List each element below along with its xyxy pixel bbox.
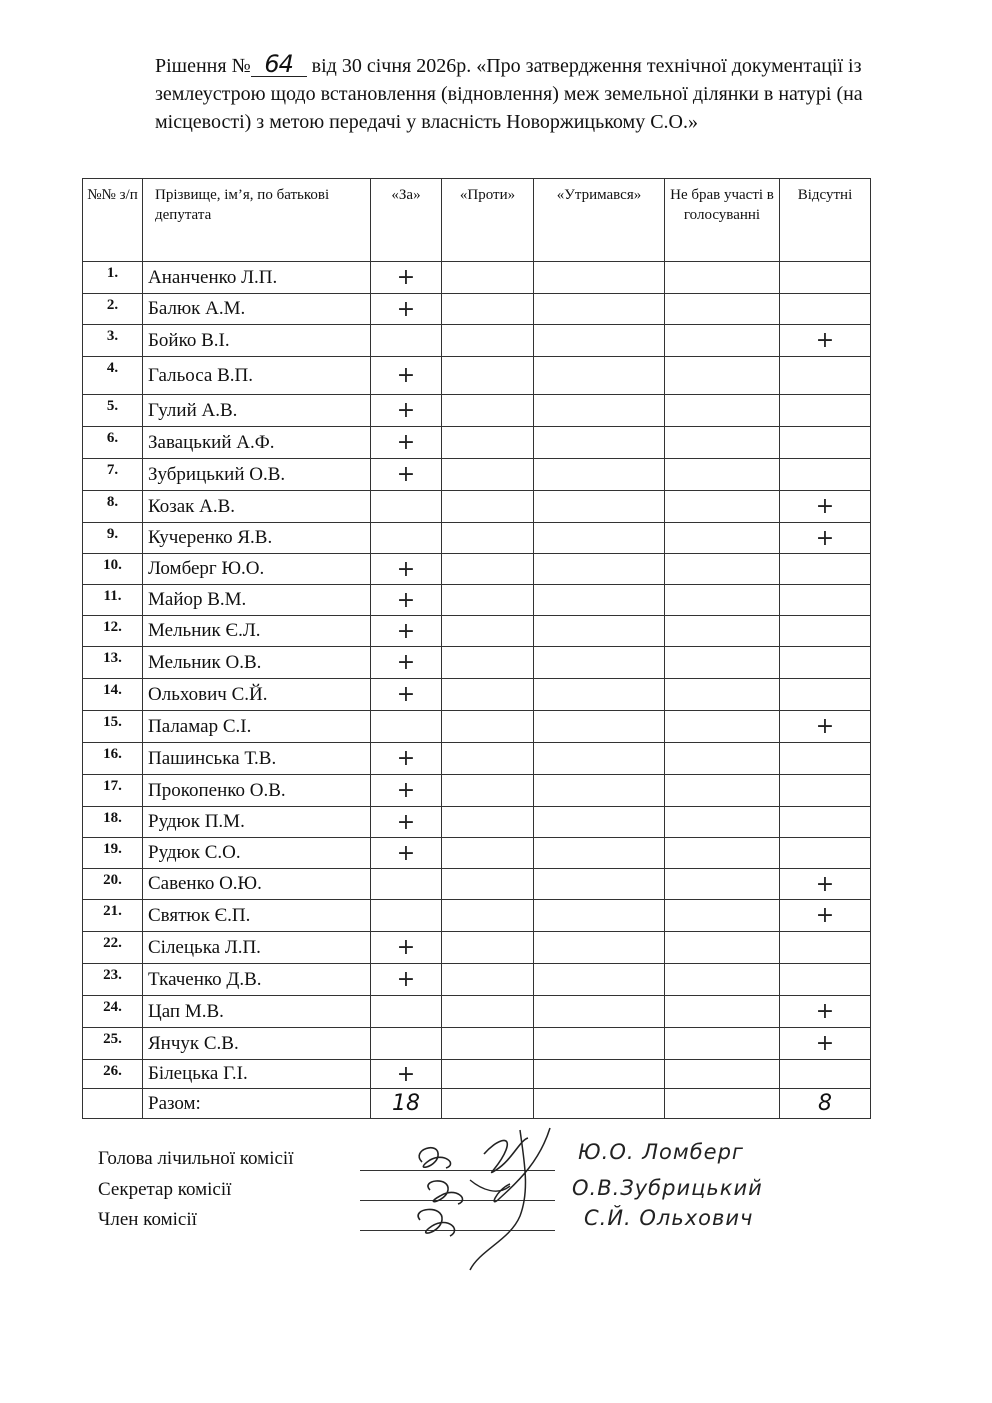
total-row	[83, 1089, 871, 1119]
vote-cell-for: +	[371, 585, 442, 616]
vote-cell-absent	[780, 932, 871, 964]
table-row	[83, 743, 871, 775]
vote-cell-not-voted	[665, 807, 780, 838]
vote-cell-abstain	[534, 775, 665, 807]
vote-cell-for: +	[371, 1060, 442, 1089]
row-number: 24.	[83, 996, 143, 1028]
vote-cell-for: +	[371, 427, 442, 459]
vote-cell-against	[442, 427, 534, 459]
table-row	[83, 807, 871, 838]
vote-cell-not-voted	[665, 554, 780, 585]
vote-cell-not-voted	[665, 996, 780, 1028]
total-label: Разом:	[143, 1089, 371, 1119]
vote-cell-against	[442, 711, 534, 743]
vote-cell-for: +	[371, 679, 442, 711]
secretary-label: Секретар комісії	[98, 1179, 232, 1200]
vote-cell-absent	[780, 459, 871, 491]
vote-cell-not-voted	[665, 357, 780, 395]
table-row	[83, 996, 871, 1028]
vote-cell-absent	[780, 294, 871, 325]
voting-table-body	[83, 262, 871, 1089]
chair-name: Ю.О. Ломберг	[578, 1140, 744, 1164]
table-row	[83, 1028, 871, 1060]
vote-cell-for	[371, 869, 442, 900]
vote-cell-absent	[780, 427, 871, 459]
row-number: 13.	[83, 647, 143, 679]
row-number: 1.	[83, 262, 143, 294]
table-row	[83, 491, 871, 523]
deputy-name: Ананченко Л.П.	[143, 262, 371, 294]
vote-cell-abstain	[534, 523, 665, 554]
vote-cell-for: +	[371, 807, 442, 838]
deputy-name: Майор В.М.	[143, 585, 371, 616]
vote-cell-against	[442, 743, 534, 775]
table-row	[83, 647, 871, 679]
deputy-name: Прокопенко О.В.	[143, 775, 371, 807]
vote-cell-against	[442, 964, 534, 996]
vote-cell-abstain	[534, 711, 665, 743]
decision-text: від 30 січня 2026р. «Про затвердження технічної документації із землеустрою щодо встановлення (відновлення) меж земельної ділянки в натурі (на місцевості) з метою передачі у власність Новоржицькому С.О.»	[155, 55, 863, 133]
vote-cell-not-voted	[665, 711, 780, 743]
vote-cell-abstain	[534, 262, 665, 294]
deputy-name: Рудюк П.М.	[143, 807, 371, 838]
vote-cell-abstain	[534, 647, 665, 679]
vote-cell-against	[442, 1060, 534, 1089]
table-row	[83, 554, 871, 585]
vote-cell-against	[442, 807, 534, 838]
vote-cell-abstain	[534, 996, 665, 1028]
vote-cell-for: +	[371, 616, 442, 647]
vote-cell-not-voted	[665, 616, 780, 647]
header-against: «Проти»	[442, 179, 534, 262]
table-row	[83, 838, 871, 869]
vote-cell-absent	[780, 357, 871, 395]
row-number: 21.	[83, 900, 143, 932]
vote-cell-against	[442, 900, 534, 932]
table-row	[83, 262, 871, 294]
vote-cell-not-voted	[665, 1028, 780, 1060]
vote-cell-abstain	[534, 491, 665, 523]
vote-cell-absent	[780, 585, 871, 616]
vote-cell-not-voted	[665, 427, 780, 459]
table-row	[83, 585, 871, 616]
vote-cell-absent	[780, 775, 871, 807]
table-row	[83, 869, 871, 900]
row-number: 3.	[83, 325, 143, 357]
member-label: Член комісії	[98, 1209, 197, 1230]
vote-cell-abstain	[534, 869, 665, 900]
deputy-name: Бойко В.І.	[143, 325, 371, 357]
vote-cell-for	[371, 711, 442, 743]
vote-cell-absent: +	[780, 900, 871, 932]
vote-cell-not-voted	[665, 647, 780, 679]
vote-cell-abstain	[534, 459, 665, 491]
deputy-name: Мельник О.В.	[143, 647, 371, 679]
vote-cell-against	[442, 647, 534, 679]
vote-cell-absent: +	[780, 869, 871, 900]
vote-cell-against	[442, 325, 534, 357]
table-row	[83, 900, 871, 932]
vote-cell-absent: +	[780, 711, 871, 743]
deputy-name: Паламар С.І.	[143, 711, 371, 743]
header-for: «За»	[371, 179, 442, 262]
vote-cell-abstain	[534, 554, 665, 585]
vote-cell-not-voted	[665, 743, 780, 775]
deputy-name: Зубрицький О.В.	[143, 459, 371, 491]
vote-cell-for: +	[371, 775, 442, 807]
row-number: 11.	[83, 585, 143, 616]
vote-cell-abstain	[534, 294, 665, 325]
table-row	[83, 775, 871, 807]
deputy-name: Святюк Є.П.	[143, 900, 371, 932]
vote-cell-not-voted	[665, 395, 780, 427]
vote-cell-abstain	[534, 427, 665, 459]
vote-cell-for: +	[371, 459, 442, 491]
vote-cell-against	[442, 838, 534, 869]
vote-cell-absent	[780, 1060, 871, 1089]
table-row	[83, 616, 871, 647]
vote-cell-absent	[780, 262, 871, 294]
vote-cell-not-voted	[665, 900, 780, 932]
row-number: 2.	[83, 294, 143, 325]
voting-table	[82, 178, 871, 1119]
deputy-name: Янчук С.В.	[143, 1028, 371, 1060]
table-row	[83, 964, 871, 996]
deputy-name: Гальоса В.П.	[143, 357, 371, 395]
vote-cell-abstain	[534, 807, 665, 838]
vote-cell-abstain	[534, 1060, 665, 1089]
vote-cell-abstain	[534, 616, 665, 647]
vote-cell-absent	[780, 554, 871, 585]
deputy-name: Гулий А.В.	[143, 395, 371, 427]
row-number: 17.	[83, 775, 143, 807]
vote-cell-abstain	[534, 900, 665, 932]
row-number: 14.	[83, 679, 143, 711]
deputy-name: Козак А.В.	[143, 491, 371, 523]
vote-cell-not-voted	[665, 459, 780, 491]
vote-cell-abstain	[534, 357, 665, 395]
vote-cell-against	[442, 554, 534, 585]
table-header-row	[83, 179, 871, 262]
vote-cell-for	[371, 491, 442, 523]
deputy-name: Завацький А.Ф.	[143, 427, 371, 459]
row-number: 19.	[83, 838, 143, 869]
vote-cell-abstain	[534, 325, 665, 357]
secretary-name: О.В.Зубрицький	[572, 1176, 763, 1200]
row-number: 26.	[83, 1060, 143, 1089]
vote-cell-for: +	[371, 262, 442, 294]
vote-cell-absent	[780, 964, 871, 996]
vote-cell-absent	[780, 647, 871, 679]
vote-cell-not-voted	[665, 964, 780, 996]
vote-cell-abstain	[534, 932, 665, 964]
vote-cell-not-voted	[665, 325, 780, 357]
vote-cell-not-voted	[665, 585, 780, 616]
row-number: 12.	[83, 616, 143, 647]
vote-cell-not-voted	[665, 523, 780, 554]
decision-prefix: Рішення №	[155, 55, 251, 77]
row-number: 16.	[83, 743, 143, 775]
decision-title	[155, 52, 875, 136]
vote-cell-absent: +	[780, 523, 871, 554]
vote-cell-absent	[780, 838, 871, 869]
vote-cell-for: +	[371, 395, 442, 427]
table-row	[83, 523, 871, 554]
vote-cell-for	[371, 900, 442, 932]
total-abstain	[534, 1089, 665, 1119]
total-empty-cell	[83, 1089, 143, 1119]
total-against	[442, 1089, 534, 1119]
deputy-name: Ольхович С.Й.	[143, 679, 371, 711]
vote-cell-for: +	[371, 294, 442, 325]
vote-cell-for	[371, 1028, 442, 1060]
row-number: 25.	[83, 1028, 143, 1060]
header-name: Прізвище, ім’я, по батькові депутата	[143, 179, 371, 262]
table-row	[83, 459, 871, 491]
deputy-name: Ткаченко Д.В.	[143, 964, 371, 996]
vote-cell-abstain	[534, 1028, 665, 1060]
handwritten-signatures	[400, 1120, 590, 1290]
total-for: 18	[371, 1089, 442, 1119]
row-number: 5.	[83, 395, 143, 427]
vote-cell-for: +	[371, 554, 442, 585]
vote-cell-not-voted	[665, 1060, 780, 1089]
vote-cell-against	[442, 616, 534, 647]
vote-cell-against	[442, 523, 534, 554]
vote-cell-absent: +	[780, 996, 871, 1028]
deputy-name: Цап М.В.	[143, 996, 371, 1028]
vote-cell-absent	[780, 679, 871, 711]
total-not-voted	[665, 1089, 780, 1119]
row-number: 20.	[83, 869, 143, 900]
vote-cell-abstain	[534, 743, 665, 775]
vote-cell-not-voted	[665, 491, 780, 523]
vote-cell-abstain	[534, 395, 665, 427]
deputy-name: Кучеренко Я.В.	[143, 523, 371, 554]
vote-cell-absent: +	[780, 1028, 871, 1060]
vote-cell-against	[442, 459, 534, 491]
vote-cell-for: +	[371, 647, 442, 679]
deputy-name: Пашинська Т.В.	[143, 743, 371, 775]
vote-cell-for	[371, 996, 442, 1028]
vote-cell-not-voted	[665, 262, 780, 294]
chair-label: Голова лічильної комісії	[98, 1148, 294, 1169]
table-row	[83, 711, 871, 743]
table-row	[83, 427, 871, 459]
vote-cell-for: +	[371, 357, 442, 395]
table-row	[83, 357, 871, 395]
row-number: 23.	[83, 964, 143, 996]
vote-cell-abstain	[534, 585, 665, 616]
vote-cell-abstain	[534, 964, 665, 996]
table-row	[83, 294, 871, 325]
vote-cell-absent: +	[780, 325, 871, 357]
vote-cell-against	[442, 585, 534, 616]
vote-cell-not-voted	[665, 679, 780, 711]
vote-cell-against	[442, 395, 534, 427]
header-absent: Відсутні	[780, 179, 871, 262]
vote-cell-for	[371, 325, 442, 357]
total-absent: 8	[780, 1089, 871, 1119]
row-number: 22.	[83, 932, 143, 964]
vote-cell-for: +	[371, 838, 442, 869]
vote-cell-against	[442, 262, 534, 294]
row-number: 10.	[83, 554, 143, 585]
header-abstain: «Утримався»	[534, 179, 665, 262]
table-row	[83, 679, 871, 711]
vote-cell-against	[442, 775, 534, 807]
deputy-name: Балюк А.М.	[143, 294, 371, 325]
table-row	[83, 325, 871, 357]
vote-cell-absent: +	[780, 491, 871, 523]
member-name: С.Й. Ольхович	[584, 1206, 754, 1230]
vote-cell-not-voted	[665, 294, 780, 325]
table-row	[83, 932, 871, 964]
deputy-name: Білецька Г.І.	[143, 1060, 371, 1089]
row-number: 6.	[83, 427, 143, 459]
row-number: 7.	[83, 459, 143, 491]
vote-cell-abstain	[534, 838, 665, 869]
vote-cell-against	[442, 996, 534, 1028]
vote-cell-for	[371, 523, 442, 554]
vote-cell-not-voted	[665, 838, 780, 869]
deputy-name: Сілецька Л.П.	[143, 932, 371, 964]
vote-cell-against	[442, 491, 534, 523]
vote-cell-not-voted	[665, 869, 780, 900]
vote-cell-against	[442, 869, 534, 900]
table-row	[83, 395, 871, 427]
row-number: 15.	[83, 711, 143, 743]
vote-cell-for: +	[371, 964, 442, 996]
header-not-voted: Не брав участі в голосуванні	[665, 179, 780, 262]
vote-cell-absent	[780, 395, 871, 427]
vote-cell-against	[442, 932, 534, 964]
vote-cell-abstain	[534, 679, 665, 711]
vote-cell-absent	[780, 743, 871, 775]
deputy-name: Мельник Є.Л.	[143, 616, 371, 647]
deputy-name: Савенко О.Ю.	[143, 869, 371, 900]
row-number: 18.	[83, 807, 143, 838]
table-row	[83, 1060, 871, 1089]
vote-cell-against	[442, 294, 534, 325]
vote-cell-for: +	[371, 743, 442, 775]
vote-cell-against	[442, 679, 534, 711]
row-number: 4.	[83, 357, 143, 395]
vote-cell-absent	[780, 807, 871, 838]
vote-cell-absent	[780, 616, 871, 647]
row-number: 9.	[83, 523, 143, 554]
row-number: 8.	[83, 491, 143, 523]
vote-cell-not-voted	[665, 932, 780, 964]
vote-cell-against	[442, 357, 534, 395]
decision-number: 64	[251, 52, 307, 77]
vote-cell-for: +	[371, 932, 442, 964]
vote-cell-not-voted	[665, 775, 780, 807]
vote-cell-against	[442, 1028, 534, 1060]
header-number: №№ з/п	[83, 179, 143, 262]
deputy-name: Ломберг Ю.О.	[143, 554, 371, 585]
deputy-name: Рудюк С.О.	[143, 838, 371, 869]
